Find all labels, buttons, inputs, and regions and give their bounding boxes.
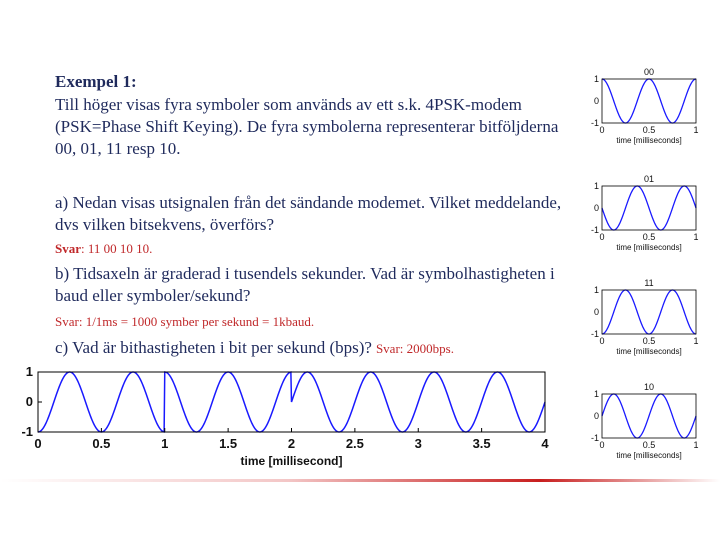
symbol-chart-11 xyxy=(588,276,700,376)
symbol-title: 11 xyxy=(644,278,654,288)
symbol-frame xyxy=(602,290,696,334)
symbol-line xyxy=(602,394,696,438)
symbol-title: 01 xyxy=(643,174,655,184)
symbol-y-tick-label: -1 xyxy=(590,225,599,235)
question-c-text: c) Vad är bithastigheten i bit per sekund (bps)? xyxy=(55,338,372,357)
symbol-y-tick-label: 1 xyxy=(593,285,599,295)
x-tick-label: 1 xyxy=(161,436,169,451)
symbol-x-tick-label: 0.5 xyxy=(642,232,656,242)
symbol-y-tick-label: 1 xyxy=(593,181,599,191)
question-c xyxy=(55,337,615,360)
answer-a xyxy=(55,241,152,257)
symbol-x-tick-label: 0.5 xyxy=(642,440,656,450)
symbol-y-tick-label: 1 xyxy=(593,389,599,399)
answer-c: Svar: 2000bps. xyxy=(375,341,454,356)
x-tick-label: 3 xyxy=(414,436,422,451)
symbol-chart-10 xyxy=(588,380,700,480)
symbol-y-tick-label: -1 xyxy=(590,433,599,443)
x-tick-label: 1.5 xyxy=(219,436,238,451)
answer-a-text: : 11 00 10 10. xyxy=(81,241,153,256)
symbol-x-tick-label: 1 xyxy=(693,336,699,346)
question-b: b) Tidsaxeln är graderad i tusendels sekunder. Vad är symbolhastigheten i baud eller symboler/sekund? xyxy=(55,264,555,305)
symbol-y-tick-label: 0 xyxy=(593,411,599,421)
symbol-x-tick-label: 1 xyxy=(693,125,699,135)
symbol-x-tick-label: 0 xyxy=(599,125,605,135)
symbol-line xyxy=(602,79,696,123)
y-tick-label: 0 xyxy=(25,394,33,409)
symbol-chart-00 xyxy=(588,65,700,165)
symbol-y-tick-label: -1 xyxy=(590,329,599,339)
x-tick-label: 0 xyxy=(34,436,42,451)
symbol-line xyxy=(602,186,696,230)
symbol-x-tick-label: 0 xyxy=(599,232,605,242)
x-tick-label: 2 xyxy=(287,436,296,451)
slide-title: Exempel 1: xyxy=(55,72,137,91)
signal-chart xyxy=(0,358,575,476)
x-tick-label: 0.5 xyxy=(92,436,111,451)
symbol-chart-01 xyxy=(588,172,700,272)
symbol-y-tick-label: -1 xyxy=(590,118,599,128)
x-axis-label: time [millisecond] xyxy=(240,454,343,468)
footer-stripe xyxy=(0,479,720,482)
x-tick-label: 3.5 xyxy=(472,436,491,451)
symbol-x-tick-label: 0 xyxy=(599,440,605,450)
symbol-line xyxy=(602,290,696,334)
signal-line xyxy=(38,372,545,432)
symbol-y-tick-label: 0 xyxy=(593,203,599,213)
symbol-y-tick-label: 1 xyxy=(593,74,599,84)
symbol-frame xyxy=(602,79,696,123)
symbol-x-tick-label: 1 xyxy=(693,232,699,242)
answer-b: Svar: 1/1ms = 1000 symber per sekund = 1kbaud. xyxy=(55,314,315,329)
symbol-x-axis-label: time [milliseconds] xyxy=(616,136,682,145)
y-tick-label: -1 xyxy=(21,424,33,439)
question-a: a) Nedan visas utsignalen från det sändande modemet. Vilket meddelande, dvs vilken bitsekvens, överförs? xyxy=(55,193,562,234)
answer-a-label: Svar xyxy=(55,241,81,256)
intro-text: Till höger visas fyra symboler som används av ett s.k. 4PSK-modem (PSK=Phase Shift Keying). De fyra symbolerna representerar bitföljderna 00, 01, 11 resp 10. xyxy=(55,95,559,158)
symbol-x-tick-label: 1 xyxy=(693,440,699,450)
symbol-x-axis-label: time [milliseconds] xyxy=(616,451,682,460)
symbol-x-axis-label: time [milliseconds] xyxy=(616,347,682,356)
x-tick-label: 2.5 xyxy=(345,436,364,451)
y-tick-label: 1 xyxy=(25,364,33,379)
symbol-title: 00 xyxy=(643,67,655,77)
symbol-x-tick-label: 0 xyxy=(599,336,605,346)
symbol-title: 10 xyxy=(643,382,655,392)
symbol-x-tick-label: 0.5 xyxy=(642,336,656,346)
symbol-x-axis-label: time [milliseconds] xyxy=(616,243,682,252)
x-tick-label: 4 xyxy=(541,436,549,451)
symbol-y-tick-label: 0 xyxy=(593,307,599,317)
symbol-y-tick-label: 0 xyxy=(593,96,599,106)
symbol-x-tick-label: 0.5 xyxy=(642,125,656,135)
